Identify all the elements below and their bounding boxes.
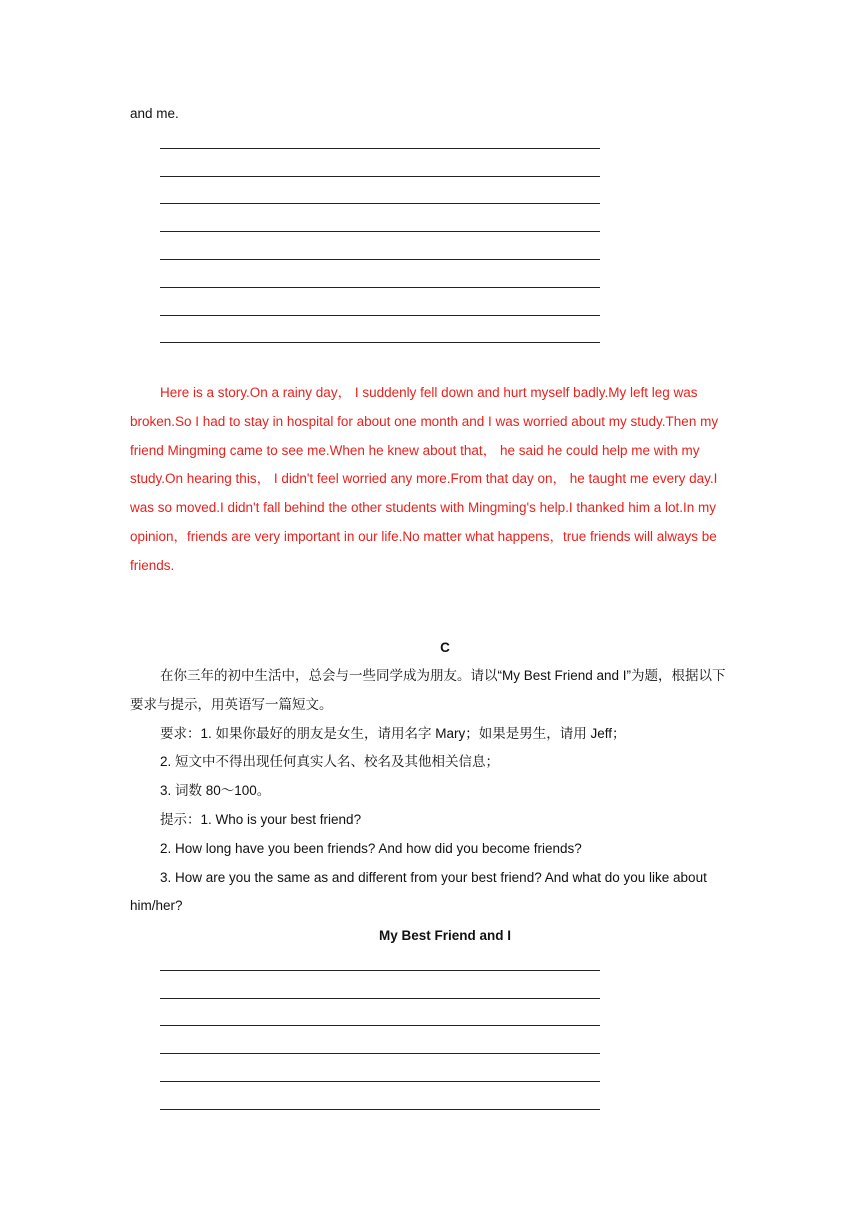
writing-line — [160, 1082, 600, 1110]
requirement-item: 要求：1. 如果你最好的朋友是女生，请用名字 Mary；如果是男生，请用 Jeff； — [160, 725, 626, 741]
writing-line — [160, 177, 600, 205]
writing-line — [160, 943, 600, 971]
hint-item: 3. How are you the same as and different from your best friend? And what do you like about him/her? — [130, 869, 707, 914]
task-intro: 在你三年的初中生活中，总会与一些同学成为朋友。请以“My Best Friend and I”为题，根据以下要求与提示，用英语写一篇短文。 — [130, 668, 726, 712]
writing-line — [160, 288, 600, 316]
writing-lines-bottom — [160, 943, 600, 1110]
essay-title: My Best Friend and I — [378, 928, 512, 943]
writing-line — [160, 316, 600, 344]
requirement-item: 2. 短文中不得出现任何真实人名、校名及其他相关信息； — [160, 754, 500, 770]
writing-line — [160, 999, 600, 1027]
writing-lines-top — [160, 121, 600, 343]
section-heading: C — [440, 640, 450, 655]
writing-line — [160, 1026, 600, 1054]
writing-line — [160, 971, 600, 999]
writing-line — [160, 260, 600, 288]
writing-line — [160, 149, 600, 177]
writing-line — [160, 204, 600, 232]
hint-item: 提示：1. Who is your best friend? — [160, 811, 362, 827]
previous-task-fragment: and me. — [130, 106, 179, 121]
writing-line — [160, 121, 600, 149]
sample-answer: Here is a story.On a rainy day， I suddenly fell down and hurt myself badly.My left leg was broken.So I had to stay in hospital for about one month and I was worried about my study.Then my friend Mingming came to see me.When he knew about that， he said he could help me with my study.On hearing this， I didn't feel worried any more.From that day on， he taught me every day.I was so moved.I didn't fall behind the other students with Mingming's help.I thanked him a lot.In my opinion，friends are very important in our life.No matter what happens，true friends will always be friends. — [130, 385, 719, 573]
writing-line — [160, 1054, 600, 1082]
hint-item: 2. How long have you been friends? And how did you become friends? — [160, 840, 582, 856]
requirement-item: 3. 词数 80～100。 — [160, 783, 271, 799]
task-instructions — [130, 662, 732, 921]
writing-line — [160, 232, 600, 260]
